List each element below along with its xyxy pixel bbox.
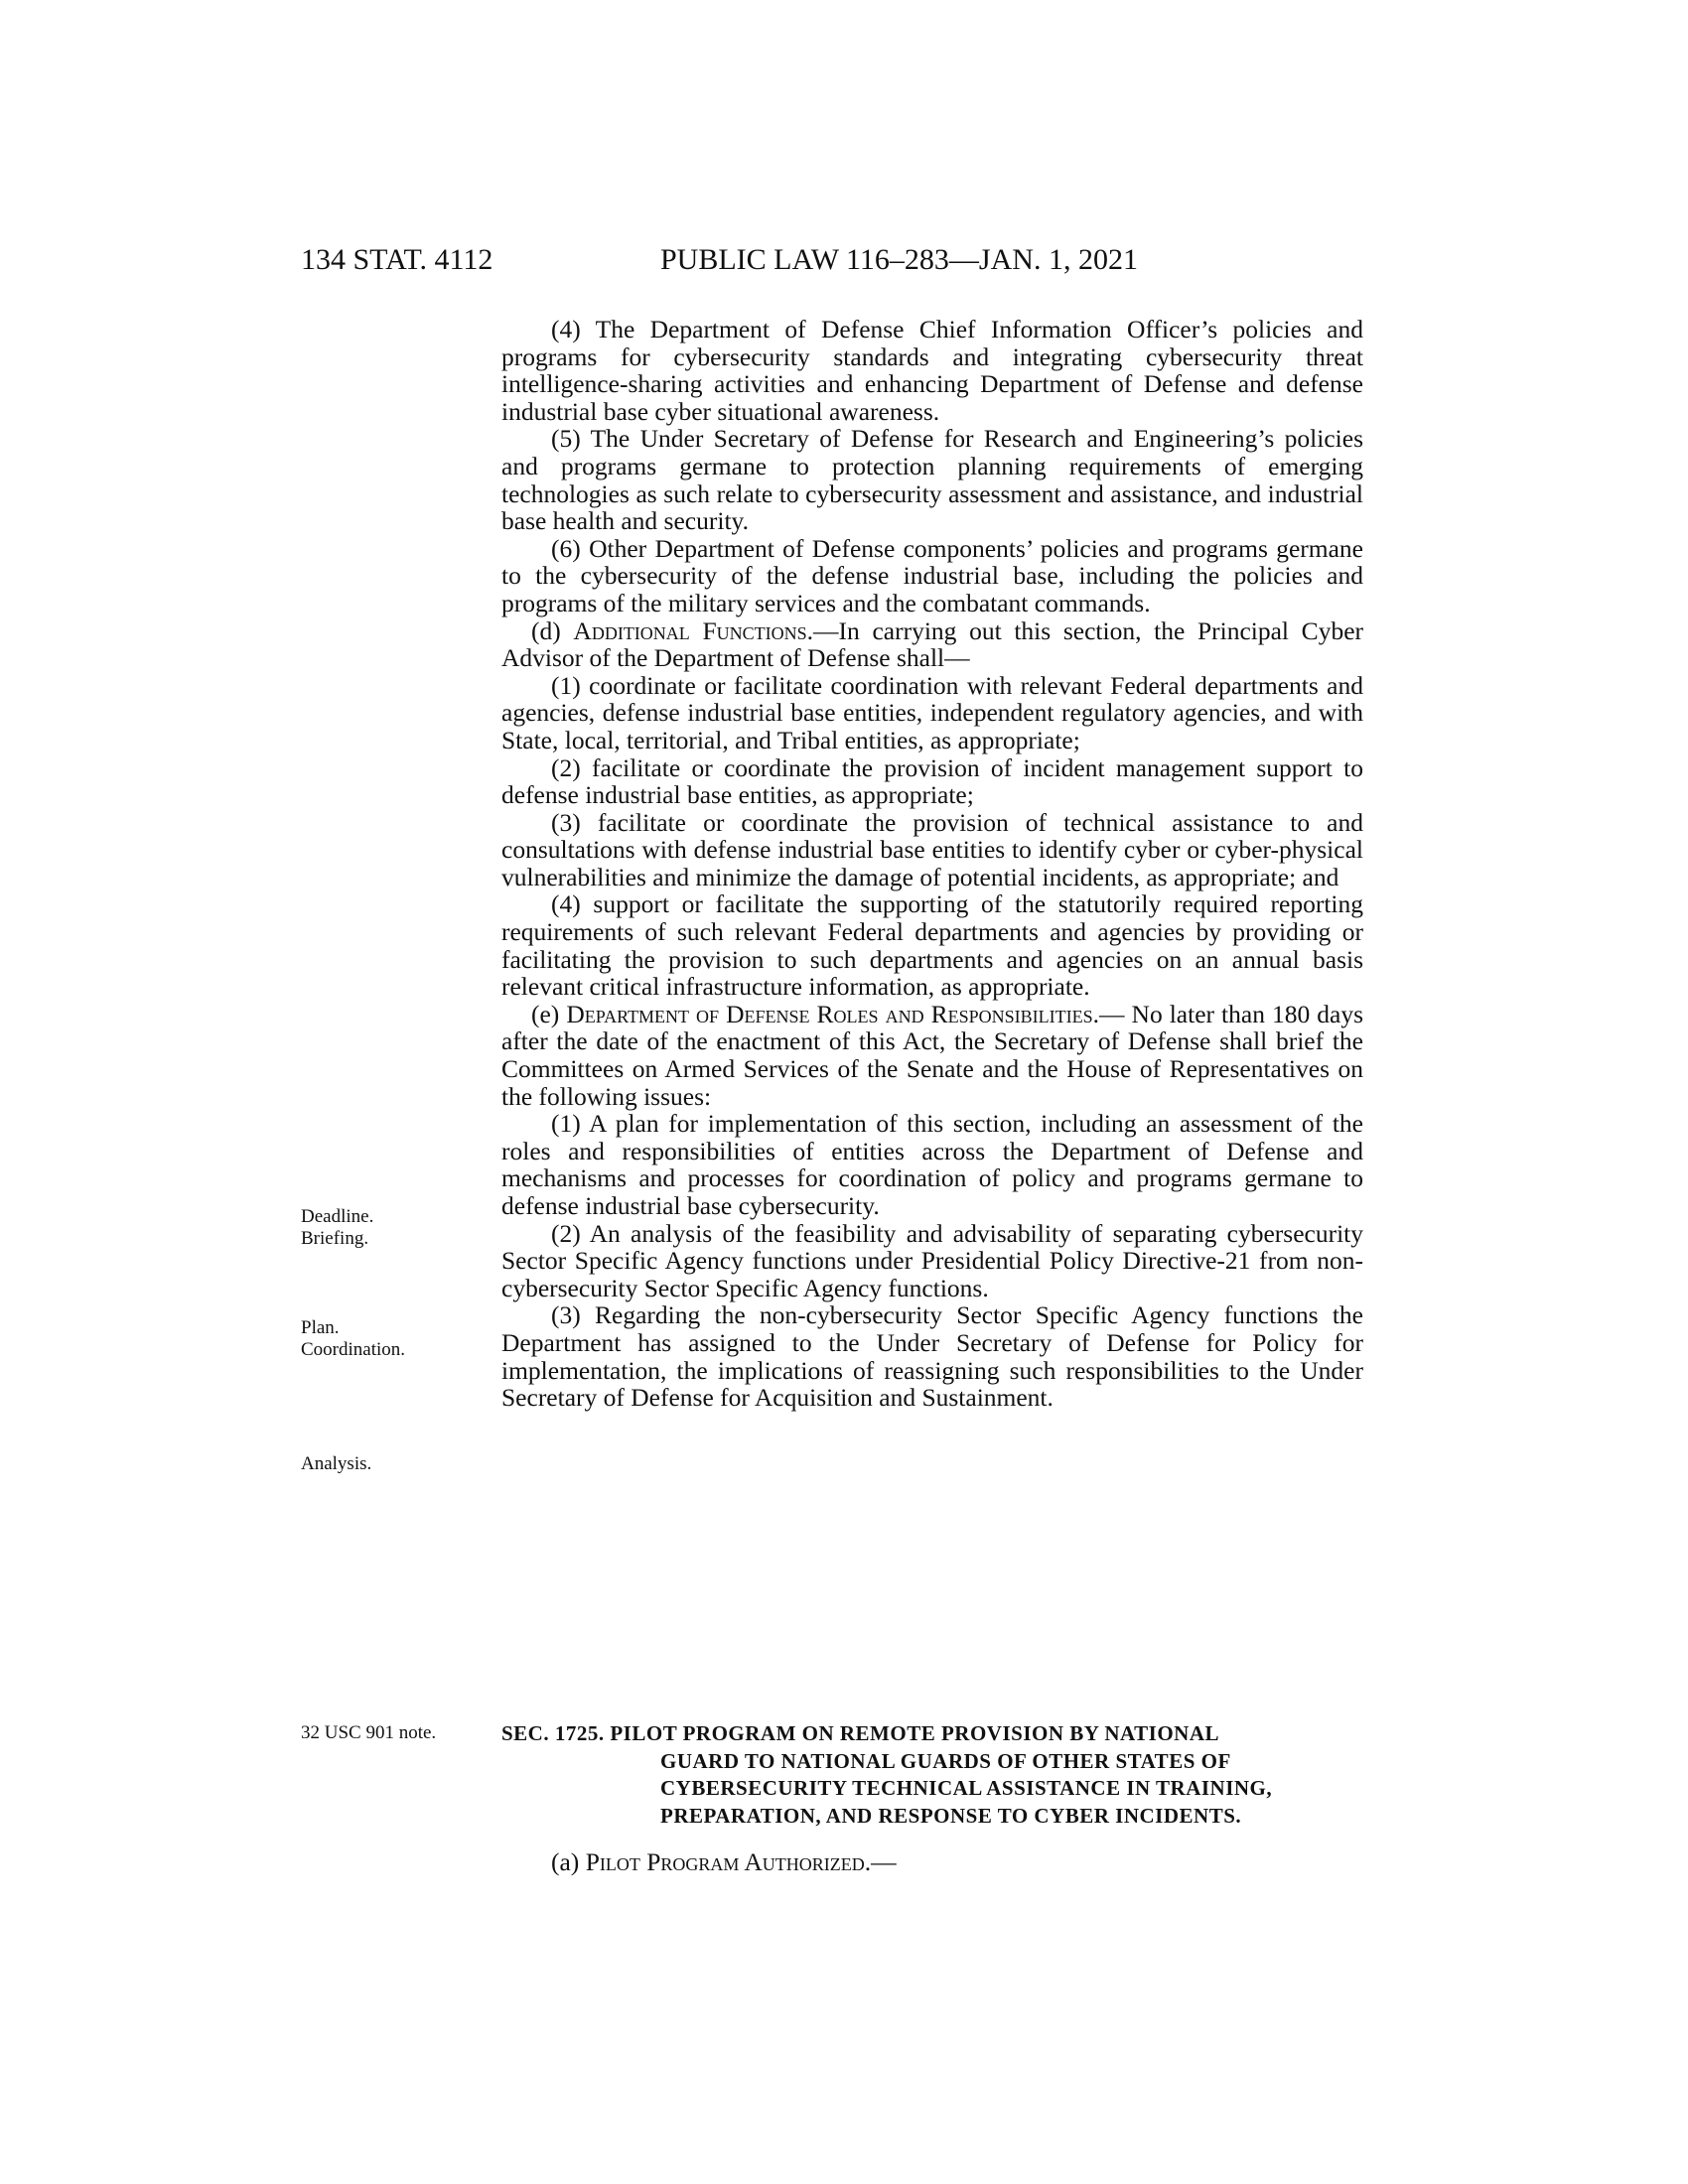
page-header: [0, 243, 1688, 288]
margin-note-deadline: Deadline.: [301, 1206, 374, 1227]
paragraph-6: (6) Other Department of Defense components’ policies and programs germane to the cybersecurity of the defense industrial base, including the policies and programs of the military services and the combatant commands.: [501, 533, 1363, 617]
paragraph-4: (4) The Department of Defense Chief Information Officer’s policies and programs for cybersecurity standards and integrating cybersecurity threat intelligence-sharing activities and enhancing Department of Defense and defense industrial base cyber situational awareness.: [501, 315, 1363, 426]
running-title: PUBLIC LAW 116–283—JAN. 1, 2021: [660, 243, 1138, 276]
subsection-e-prefix: (e): [531, 999, 567, 1028]
paragraph-e3: (3) Regarding the non-cybersecurity Sector Specific Agency functions the Department has assigned to the Under Secretary of Defense for Policy for implementation, the implications of reassigning such responsibilities to the Under Secretary of Defense for Acquisition and Sustainment.: [501, 1300, 1363, 1413]
subsection-e: [501, 1001, 1363, 1110]
paragraph-5: (5) The Under Secretary of Defense for Research and Engineering’s policies and programs germane to protection planning requirements of emerging technologies as such relate to cybersecurity assessment and assistance, and industrial base health and security.: [501, 424, 1363, 536]
margin-note-coordination: Coordination.: [301, 1339, 406, 1360]
margin-note-analysis-text: Analysis.: [301, 1453, 372, 1474]
margin-note-plan: Plan.: [301, 1317, 340, 1338]
paragraph-d1: (1) coordinate or facilitate coordination with relevant Federal departments and agencies, defense industrial base entities, independent regulatory agencies, and with State, local, territorial, and Tribal entities, as appropriate;: [501, 670, 1363, 754]
subsection-d: [501, 617, 1363, 672]
stat-reference: 134 STAT. 4112: [301, 243, 493, 276]
subsection-d-heading: Additional Functions.: [573, 615, 814, 645]
section-heading: [501, 1720, 1363, 1830]
subsection-e-text: — No later than 180 days after the date of the enactment of this Act, the Secretary of Defense shall brief the Committees on Armed Services of the Senate and the House of Representatives on the following issues:: [501, 999, 1363, 1111]
body-text: [501, 316, 1363, 1412]
margin-note-plan-coordination: [301, 1317, 460, 1361]
paragraph-e1: (1) A plan for implementation of this section, including an assessment of the roles and responsibilities of entities across the Department of Defense and mechanisms and processes for coordination of policy and programs germane to defense industrial base cybersecurity.: [501, 1109, 1363, 1220]
subsection-d-text: —In carrying out this section, the Principal Cyber Advisor of the Department of Defense shall—: [501, 615, 1363, 673]
subsection-a-prefix: (a): [551, 1847, 586, 1876]
paragraph-d4: (4) support or facilitate the supporting of the statutorily required reporting requirements of such relevant Federal departments and agencies by providing or facilitating the provision to such departments and agencies on an annual basis relevant critical infrastructure information, as appropriate.: [501, 889, 1363, 1002]
paragraph-d3: (3) facilitate or coordinate the provision of technical assistance to and consultations with defense industrial base entities to identify cyber or cyber-physical vulnerabilities and minimize the damage of potential incidents, as appropriate; and: [501, 807, 1363, 891]
margin-note-analysis: [301, 1453, 460, 1475]
subsection-d-prefix: (d): [531, 615, 574, 645]
subsection-a: [551, 1848, 897, 1876]
margin-note-usc: 32 USC 901 note.: [301, 1722, 437, 1743]
subsection-a-heading: Pilot Program Authorized.: [585, 1847, 872, 1876]
subsection-a-dash: —: [871, 1847, 897, 1876]
margin-note-briefing: Briefing.: [301, 1228, 369, 1249]
margin-note-deadline-briefing: [301, 1206, 460, 1250]
subsection-e-heading: Department of Defense Roles and Responsibilities.: [566, 999, 1099, 1028]
section-heading-rest: GUARD TO NATIONAL GUARDS OF OTHER STATES OF CYBERSECURITY TECHNICAL ASSISTANCE IN TRAINING, PREPARATION, AND RESPONSE TO CYBER INCIDENTS.: [660, 1748, 1273, 1828]
section-heading-line1: SEC. 1725. PILOT PROGRAM ON REMOTE PROVISION BY NATIONAL: [501, 1721, 1220, 1745]
paragraph-e2: (2) An analysis of the feasibility and advisability of separating cybersecurity Sector Specific Agency functions under Presidential Policy Directive-21 from non-cybersecurity Sector Specific Agency functions.: [501, 1218, 1363, 1302]
paragraph-d2: (2) facilitate or coordinate the provision of incident management support to defense industrial base entities, as appropriate;: [501, 752, 1363, 810]
